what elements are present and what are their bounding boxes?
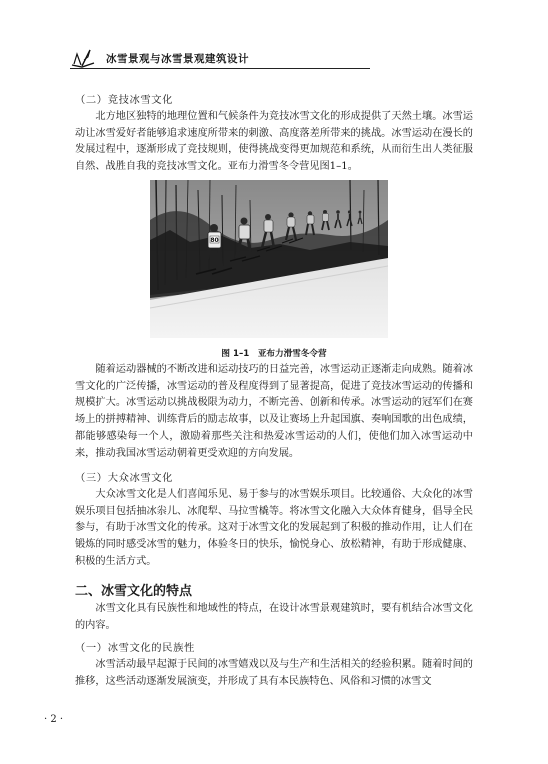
subheading-mass: （三）大众冰雪文化 xyxy=(75,472,174,484)
page-number: · 2 · xyxy=(44,714,64,725)
skier-bib-number: 80 xyxy=(210,237,219,244)
paragraph-characteristics: 冰雪文化具有民族性和地域性的特点，在设计冰雪景观建筑时，要有机结合冰雪文化的内容。 xyxy=(75,603,473,631)
paragraph-competitive: 北方地区独特的地理位置和气候条件为竞技冰雪文化的形成提供了天然土壤。冰雪运动让冰雪爱好者能够追求速度所带来的刺激、高度落差所带来的挑战。冰雪运动在漫长的发展过程中，逐渐形成了竞技规则，使得挑战变得更加规范和系统，从而衍生出人类征服自然、战胜自我的竞技冰雪文化。亚布力滑雪冬令营见图1–1。 xyxy=(75,111,473,173)
book-quill-icon xyxy=(70,48,96,70)
ski-camp-photo xyxy=(150,180,388,338)
subheading-ethnic: （一）冰雪文化的民族性 xyxy=(75,642,195,654)
header-rule xyxy=(70,68,370,69)
ski-camp-illustration xyxy=(150,180,388,338)
header-title: 冰雪景观与冰雪景观建筑设计 xyxy=(106,53,249,65)
section-title: 二、冰雪文化的特点 xyxy=(75,584,193,599)
figure-caption: 图 1–1 亚布力滑雪冬令营 xyxy=(221,349,327,359)
paragraph-development: 随着运动器械的不断改进和运动技巧的日益完善，冰雪运动正逐渐走向成熟。随着冰雪文化的广泛传播，冰雪运动的普及程度得到了显著提高，促进了竞技冰雪运动的传播和规模扩大。冰雪运动以挑战极限为动力，不断完善、创新和传承。冰雪运动的冠军们在赛场上的拼搏精神、训练背后的励志故事，以及让赛场上升起国旗、奏响国歌的出色成绩，都能够感染每一个人，激励着那些关注和热爱冰雪运动的人们，使他们加入冰雪运动中来，推动我国冰雪运动朝着更受欢迎的方向发展。 xyxy=(75,364,473,459)
running-header xyxy=(70,48,480,70)
subheading-competitive: （二）竞技冰雪文化 xyxy=(75,94,174,106)
paragraph-ethnic: 冰雪活动最早起源于民间的冰雪嬉戏以及与生产和生活相关的经验积累。随着时间的推移，这些活动逐渐发展演变，并形成了具有本民族特色、风俗和习惯的冰雪文 xyxy=(75,659,473,687)
paragraph-mass-culture: 大众冰雪文化是人们喜闻乐见、易于参与的冰雪娱乐项目。比较通俗、大众化的冰雪娱乐项目包括抽冰尜儿、冰爬犁、马拉雪橇等。将冰雪文化融入大众体育健身，倡导全民参与，有助于冰雪文化的传承。这对于冰雪文化的发展起到了积极的推动作用，让人们在锻炼的同时感受冰雪的魅力，体验冬日的快乐，愉悦身心、放松精神，有助于形成健康、积极的生活方式。 xyxy=(75,489,473,567)
